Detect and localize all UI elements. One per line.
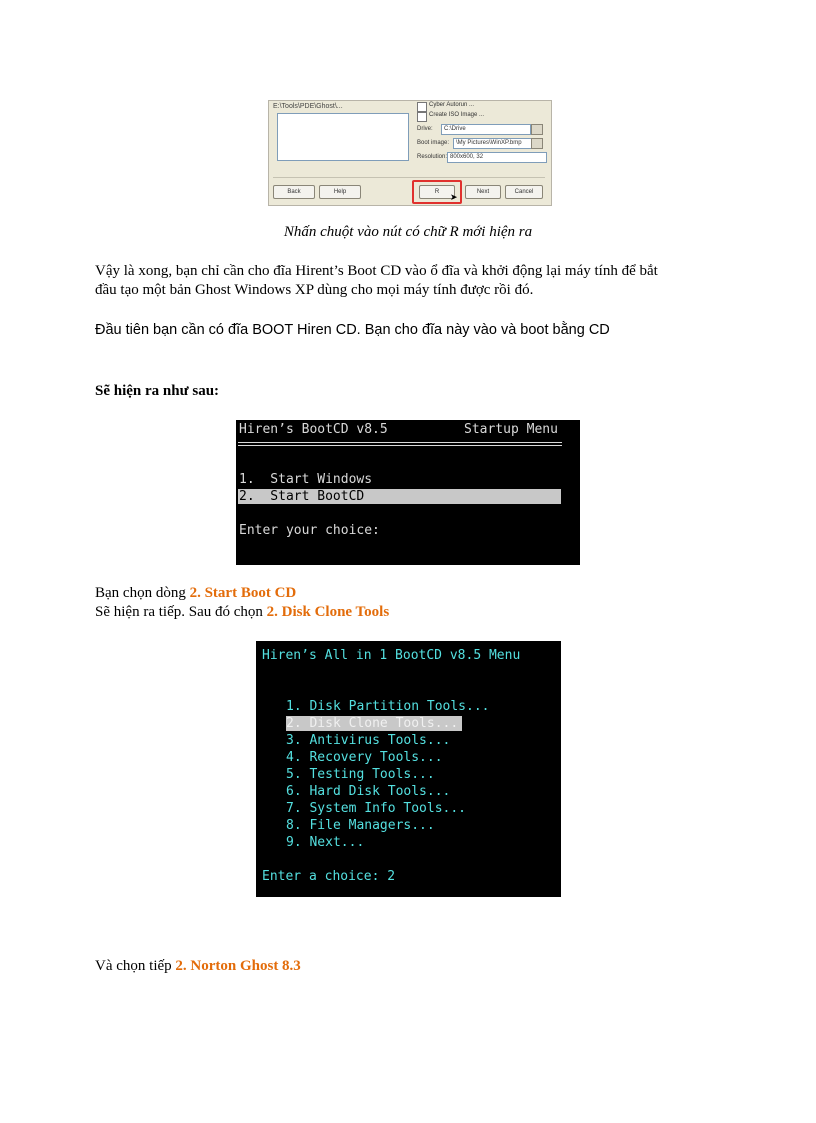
instruction-3-highlight: 2. Norton Ghost 8.3 <box>175 958 301 974</box>
dialog-path-text: E:\Tools\PDE\Ghost\... <box>273 103 343 110</box>
startup-menu-screenshot <box>236 420 580 565</box>
startup-menu-prompt: Enter your choice: <box>239 523 380 538</box>
main-menu-prompt: Enter a choice: 2 <box>262 869 396 884</box>
browse-button <box>531 124 543 135</box>
dialog-next-button: Next <box>465 185 501 199</box>
dialog-option-2: Create ISO Image ... <box>429 112 485 118</box>
main-menu-item: 5. Testing Tools... <box>286 767 435 782</box>
dialog-back-button: Back <box>273 185 315 199</box>
dialog-run-button: R <box>419 185 455 199</box>
dialog-separator <box>273 177 545 178</box>
main-menu-title: Hiren’s All in 1 BootCD v8.5 Menu <box>262 648 521 663</box>
startup-menu-title: Hiren’s BootCD v8.5 <box>239 422 388 437</box>
checkbox-icon <box>417 112 427 122</box>
main-menu-item: 9. Next... <box>286 835 365 850</box>
divider <box>238 442 562 443</box>
dialog-field-1: C:\Drive <box>441 124 531 135</box>
dialog-option-1: Cyber Autorun ... <box>429 102 475 108</box>
main-menu-item: 3. Antivirus Tools... <box>286 733 451 748</box>
divider <box>238 445 562 446</box>
main-menu-item: 7. System Info Tools... <box>286 801 467 816</box>
dialog-label-1: Drive: <box>417 126 433 132</box>
dialog-help-button: Help <box>319 185 361 199</box>
main-menu-screenshot <box>256 641 561 897</box>
startup-menu-item-1: 1. Start Windows <box>239 472 373 487</box>
main-menu-item-selected: 2. Disk Clone Tools... <box>286 716 462 731</box>
instruction-2-prefix: Sẽ hiện ra tiếp. Sau đó chọn <box>95 604 267 620</box>
paragraph-1-line-1: Vậy là xong, bạn chỉ cần cho đĩa Hirent’s Boot CD vào ổ đĩa và khởi động lại máy tính để bắt <box>95 263 658 279</box>
instruction-1-prefix: Bạn chọn dòng <box>95 585 190 601</box>
instruction-1 <box>95 584 296 602</box>
dialog-screenshot <box>268 100 552 206</box>
instruction-3 <box>95 957 301 975</box>
dialog-field-2: \My Pictures\WinXP.bmp <box>453 138 543 149</box>
instruction-2-highlight: 2. Disk Clone Tools <box>266 604 390 620</box>
paragraph-2: Đầu tiên bạn cần có đĩa BOOT Hiren CD. Bạn cho đĩa này vào và boot bằng CD <box>95 322 610 338</box>
startup-menu-subtitle: Startup Menu <box>464 422 558 437</box>
checkbox-icon <box>417 102 427 112</box>
browse-button <box>531 138 543 149</box>
dialog-label-2: Boot image: <box>417 140 450 146</box>
startup-menu-item-2: 2. Start BootCD <box>238 489 561 504</box>
main-menu-item: 6. Hard Disk Tools... <box>286 784 451 799</box>
heading-1: Sẽ hiện ra như sau: <box>95 383 220 399</box>
dialog-label-3: Resolution: <box>417 154 448 160</box>
dialog-listbox <box>277 113 409 161</box>
main-menu-item: 4. Recovery Tools... <box>286 750 443 765</box>
paragraph-1-line-2: đầu tạo một bản Ghost Windows XP dùng cho mọi máy tính được rồi đó. <box>95 282 534 298</box>
main-menu-item: 1. Disk Partition Tools... <box>286 699 490 714</box>
main-menu-item: 8. File Managers... <box>286 818 435 833</box>
dialog-cancel-button: Cancel <box>505 185 543 199</box>
dialog-field-3: 800x600, 32 <box>447 152 547 163</box>
mouse-cursor-icon: ➤ <box>450 192 458 202</box>
instruction-3-prefix: Và chọn tiếp <box>95 958 176 974</box>
instruction-1-highlight: 2. Start Boot CD <box>189 585 297 601</box>
image-caption: Nhấn chuột vào nút có chữ R mới hiện ra <box>283 224 533 240</box>
instruction-2 <box>95 603 389 621</box>
